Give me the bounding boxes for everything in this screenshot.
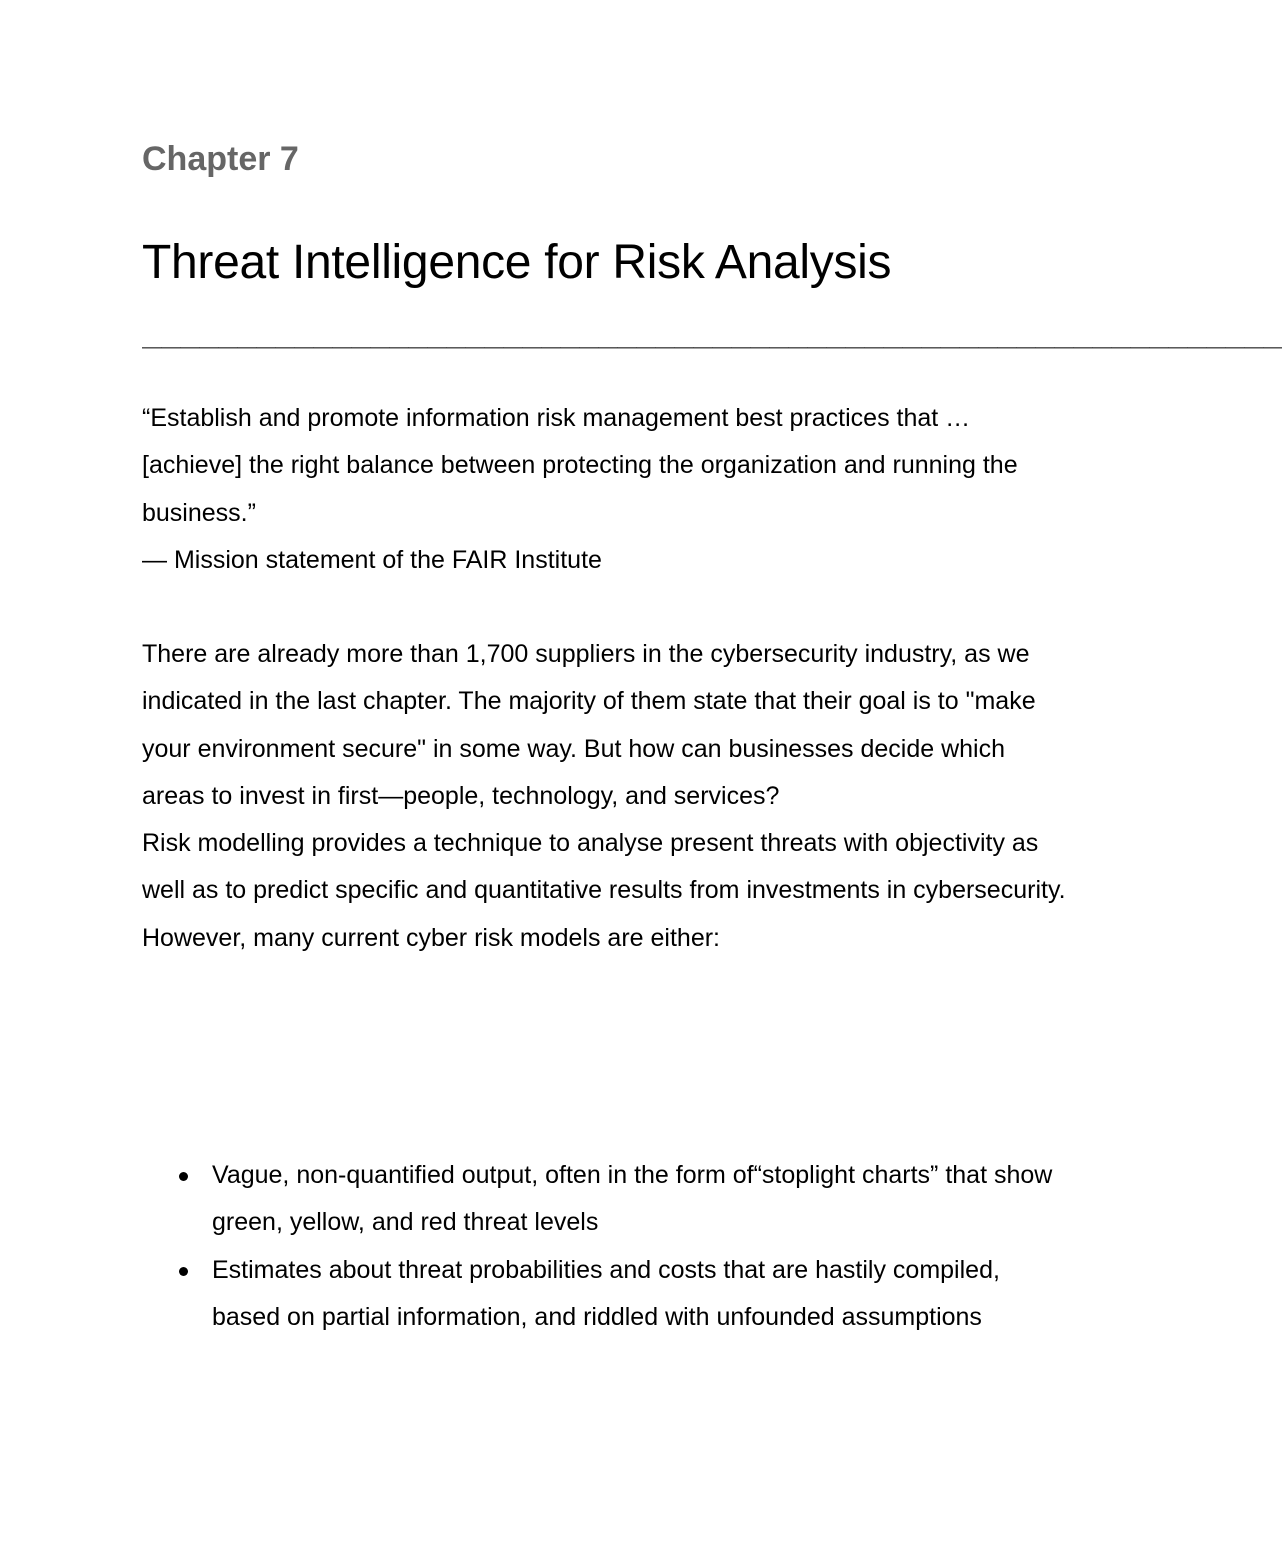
epigraph-quote: “Establish and promote information risk management best practices that …[achieve] the right balance between protecting the organization and running the business.” [142,404,1018,527]
body-paragraph: There are already more than 1,700 suppliers in the cybersecurity industry, as we indicated in the last chapter. The majority of them state that their goal is to "make your environment secure" in some way. But how can businesses decide which areas to invest in first—people, technology, and services? [142,640,1036,810]
list-item-text: Vague, non-quantified output, often in the form of“stoplight charts” that show green, yellow, and red threat levels [212,1161,1053,1237]
epigraph-attribution: — Mission statement of the FAIR Institute [142,545,602,574]
epigraph [142,395,1067,584]
title-divider: ———————————————————————————————————————————————————————————— [142,336,1282,358]
list-item [212,1247,1062,1342]
body-text [142,631,1067,962]
chapter-label: Chapter 7 [142,140,299,178]
body-paragraph: Risk modelling provides a technique to analyse present threats with objectivity as well as to predict specific and quantitative results from investments in cybersecurity. However, many current cyber risk models are either: [142,829,1066,952]
list-item [212,1152,1062,1247]
list-item-text: Estimates about threat probabilities and costs that are hastily compiled, based on partial information, and riddled with unfounded assumptions [212,1255,1000,1331]
bullet-icon [179,1267,188,1276]
bullet-icon [179,1172,188,1181]
bullet-list [212,1152,1062,1341]
chapter-title: Threat Intelligence for Risk Analysis [142,236,892,289]
